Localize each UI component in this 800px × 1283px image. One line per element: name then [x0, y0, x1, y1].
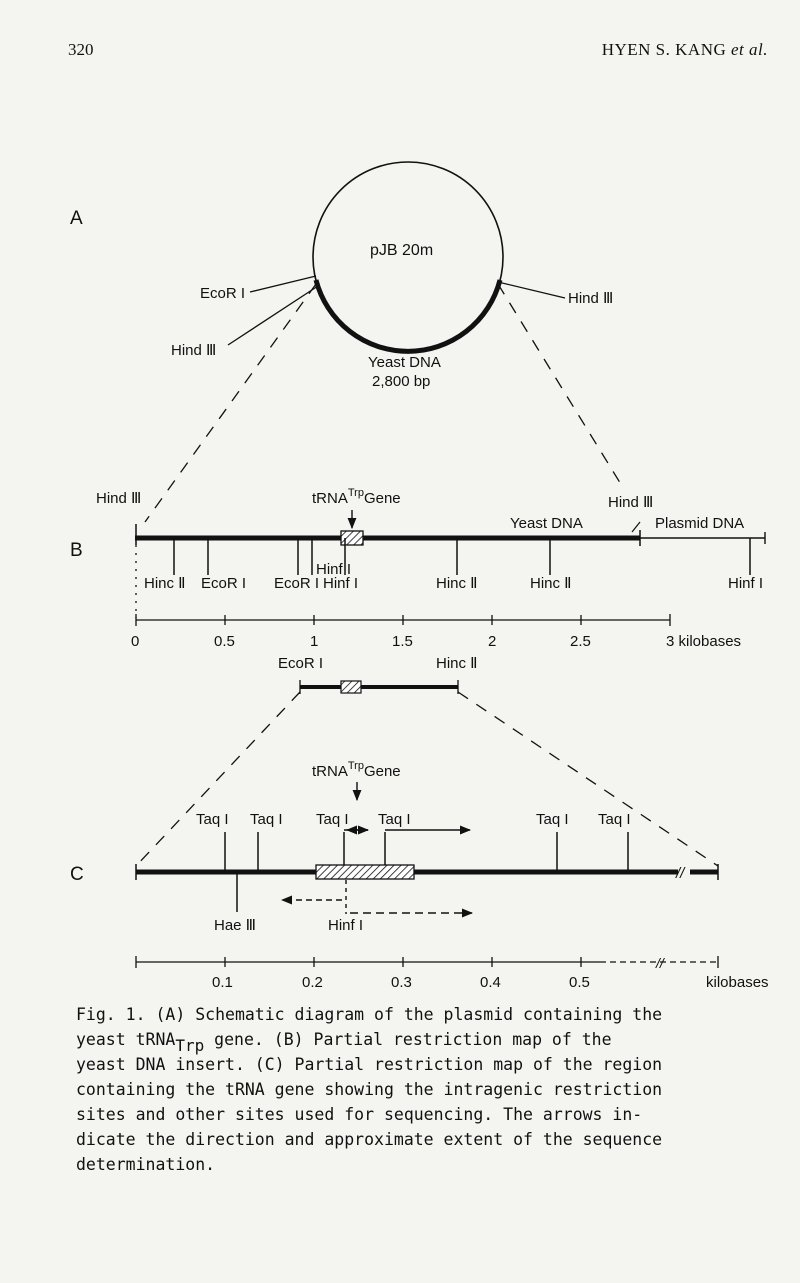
scale-unit-b: 3 kilobases [666, 633, 742, 650]
scale-label-c-4: 0.4 [480, 974, 501, 991]
site-hind-left-a: Hind Ⅲ [171, 342, 217, 359]
panel-c-map [136, 760, 769, 991]
ecori-pointer [250, 276, 316, 292]
scale-unit-c: kilobases [706, 974, 769, 991]
gene-label-b-post: Gene [363, 490, 401, 507]
author-name: HYEN S. KANG [601, 40, 727, 59]
site-label-ecori-1: EcoR I [201, 575, 247, 592]
panel-label-a: A [70, 208, 83, 229]
scale-label-c-1: 0.1 [212, 974, 233, 991]
scale-label-b-4: 2 [488, 633, 497, 650]
site-hind-right-a: Hind Ⅲ [568, 290, 614, 307]
hind-left-b: Hind Ⅲ [96, 490, 142, 507]
site-label-hinf-2: Hinf I [323, 575, 359, 592]
caption-line-6: dicate the direction and approximate extent of the sequence [76, 1130, 663, 1149]
gene-label-c-sup: Trp [347, 760, 364, 772]
zoom-line-right-a [498, 284, 622, 486]
caption-line-1: Fig. 1. (A) Schematic diagram of the plasmid containing the [76, 1005, 663, 1024]
zoom-left-ecori: EcoR I [278, 655, 324, 672]
gene-label-b-sup: Trp [347, 487, 364, 499]
caption-line-2-sup: Trp [175, 1036, 205, 1055]
taq-label-4: Taq I [378, 811, 411, 828]
gene-box-c [316, 865, 414, 879]
caption-line-2 [76, 1027, 786, 1055]
zoom-line-right-c [458, 692, 718, 866]
site-label-hinc-2: Hinc Ⅱ [436, 575, 478, 592]
site-label-hinc-3: Hinc Ⅱ [530, 575, 572, 592]
page-number: 320 [68, 40, 94, 59]
taq-label-6: Taq I [598, 811, 631, 828]
panel-c-zoom-bar [136, 655, 718, 866]
scale-break-c: // [656, 955, 664, 971]
plasmid-dna-label: Plasmid DNA [655, 515, 745, 532]
gene-box-zoom [341, 681, 361, 693]
insert-label: Yeast DNA [368, 354, 441, 371]
site-label-ecori-2: EcoR I [274, 575, 320, 592]
panel-a-plasmid [145, 162, 622, 522]
hind-right-b: Hind Ⅲ [608, 494, 654, 511]
panel-label-c: C [70, 864, 84, 885]
zoom-line-left-a [145, 284, 316, 522]
scale-label-b-0: 0 [131, 633, 140, 650]
region-bar-break: // [676, 865, 685, 882]
site-label-hinf-1: Hinf I [316, 561, 352, 578]
scale-label-b-5: 2.5 [570, 633, 591, 650]
scale-label-c-3: 0.3 [391, 974, 412, 991]
taq-label-1: Taq I [196, 811, 229, 828]
panel-label-b: B [70, 540, 83, 561]
site-label-hinc-1: Hinc Ⅱ [144, 575, 186, 592]
yeast-dna-label: Yeast DNA [510, 515, 583, 532]
caption-line-7: determination. [76, 1155, 216, 1174]
taq-label-5: Taq I [536, 811, 569, 828]
insert-size: 2,800 bp [372, 373, 431, 390]
gene-label-c-pre: tRNA [312, 763, 348, 780]
panel-b-map [96, 487, 765, 650]
plasmid-name: pJB 20m [370, 242, 434, 259]
yeast-insert-arc [316, 280, 500, 351]
plasmid-dna-pointer [632, 522, 640, 532]
scale-label-b-3: 1.5 [392, 633, 413, 650]
caption-line-4: containing the tRNA gene showing the intragenic restriction [76, 1080, 663, 1099]
caption-line-3: yeast DNA insert. (C) Partial restriction map of the region [76, 1055, 663, 1074]
zoom-line-left-c [136, 692, 300, 866]
caption-line-2-pre: yeast tRNA [76, 1030, 176, 1049]
caption-line-5: sites and other sites used for sequencing. The arrows in- [76, 1105, 643, 1124]
scale-label-b-1: 0.5 [214, 633, 235, 650]
gene-label-b [312, 487, 401, 507]
author-suffix: et al. [731, 40, 768, 59]
hae-label: Hae Ⅲ [214, 917, 257, 934]
scale-label-c-5: 0.5 [569, 974, 590, 991]
taq-label-2: Taq I [250, 811, 283, 828]
scale-label-c-2: 0.2 [302, 974, 323, 991]
figure-caption [76, 1002, 786, 1177]
gene-label-c [312, 760, 401, 780]
gene-label-c-post: Gene [363, 763, 401, 780]
site-ecori-a: EcoR I [200, 285, 246, 302]
gene-label-b-pre: tRNA [312, 490, 348, 507]
hinf-label: Hinf I [328, 917, 364, 934]
scale-label-b-2: 1 [310, 633, 319, 650]
zoom-right-hinc: Hinc Ⅱ [436, 655, 478, 672]
taq-label-3: Taq I [316, 811, 349, 828]
site-label-hinf-3: Hinf I [728, 575, 764, 592]
hind-right-pointer [498, 282, 565, 298]
caption-line-2-post: gene. (B) Partial restriction map of the [204, 1030, 612, 1049]
